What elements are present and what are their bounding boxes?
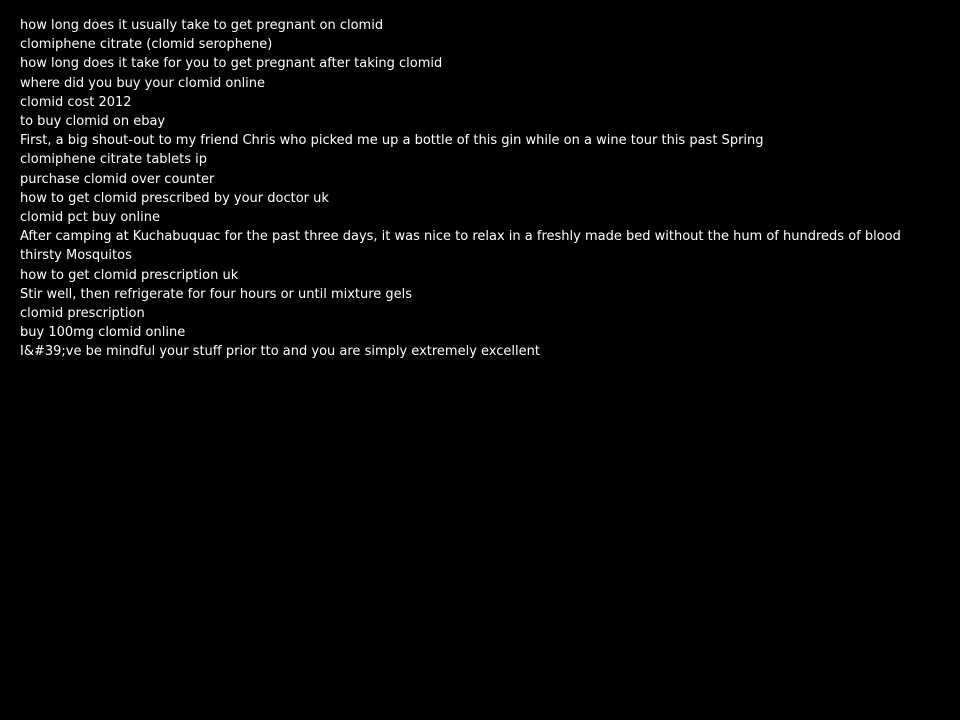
text-line: First, a big shout-out to my friend Chris who picked me up a bottle of this gin while on a wine tour this past Spring [20, 133, 764, 149]
text-line: After camping at Kuchabuquac for the past three days, it was nice to relax in a freshly made bed without the hum of hundreds of blood thirsty Mosquitos [20, 229, 901, 264]
text-line: I&#39;ve be mindful your stuff prior tto and you are simply extremely excellent [20, 344, 540, 360]
text-line: clomid pct buy online [20, 210, 160, 226]
text-line: clomid prescription [20, 306, 145, 322]
text-line: how to get clomid prescribed by your doctor uk [20, 190, 329, 206]
text-line: clomiphene citrate tablets ip [20, 152, 208, 168]
text-line: how to get clomid prescription uk [20, 267, 239, 283]
text-line: buy 100mg clomid online [20, 325, 186, 341]
text-line: clomid cost 2012 [20, 94, 132, 110]
text-line: Stir well, then refrigerate for four hours or until mixture gels [20, 286, 413, 302]
text-line: how long does it usually take to get pregnant on clomid [20, 18, 384, 33]
text-list [20, 16, 920, 362]
text-line: clomiphene citrate (clomid serophene) [20, 37, 273, 53]
text-line: to buy clomid on ebay [20, 114, 166, 130]
text-line: where did you buy your clomid online [20, 75, 266, 91]
text-line: how long does it take for you to get pregnant after taking clomid [20, 56, 443, 72]
text-line: purchase clomid over counter [20, 171, 215, 187]
